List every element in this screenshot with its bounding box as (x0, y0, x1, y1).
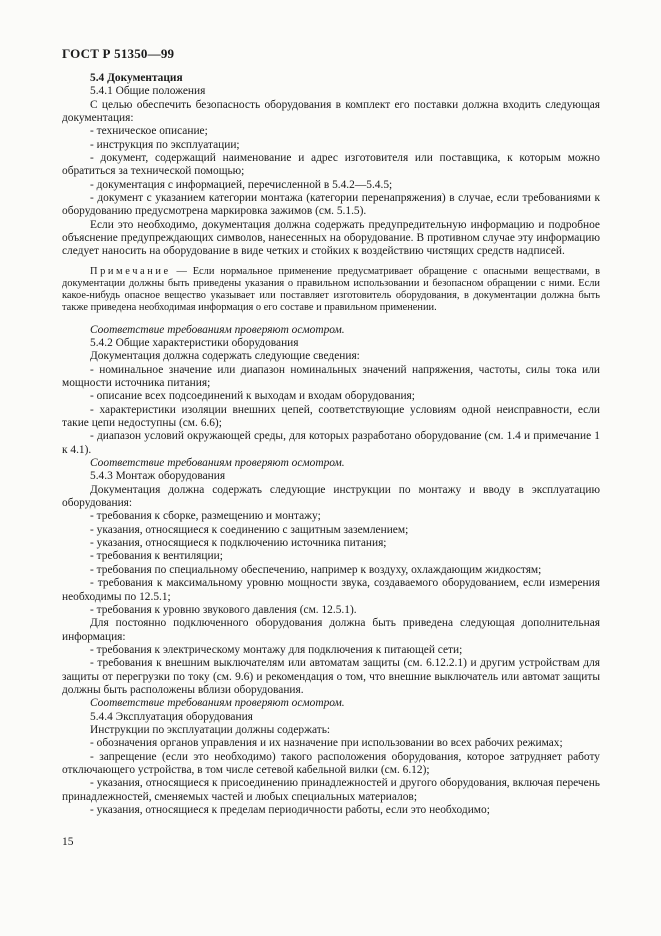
subsection-title: 5.4.1 Общие положения (90, 85, 206, 98)
list-item: - документ, содержащий наименование и адрес изготовителя или поставщика, к которым можно обратиться за технической помощью; (62, 152, 600, 178)
subsection-title: 5.4.2 Общие характеристики оборудования (90, 336, 299, 349)
list-item: - диапазон условий окружающей среды, для которых разработано оборудование (см. 1.4 и примечание 1 к 4.1). (62, 430, 600, 456)
list-item: - номинальное значение или диапазон номинальных значений напряжения, частоты, силы тока или мощности источника питания; (62, 363, 600, 389)
compliance-check: Соответствие требованиям проверяют осмотром. (90, 323, 345, 336)
list-item: - запрещение (если это необходимо) такого расположения оборудования, которое затрудняет работу отключающего устройства, в том числе сетевой кабельной вилки (см. 6.12); (62, 750, 600, 776)
list-item: - инструкция по эксплуатации; (90, 138, 240, 151)
list-item: - описание всех подсоединений к выходам и входам оборудования; (90, 390, 415, 403)
list-item: - характеристики изоляции внешних цепей, соответствующие условиям одной неисправности, если такие цепи недоступны (см. 6.6); (62, 403, 600, 430)
note-text: — Если нормальное применение предусматривает обращение с опасными веществами, в документации должны быть приведены указания о правильном использовании и безопасном обращении с ними. Если какое-нибудь опасное вещество указывает или поставляет изготовитель оборудования, в документации должна быть также приведена необходимая информация о его составе и правильном применении. (62, 265, 600, 314)
document-id-header: ГОСТ Р 51350—99 (62, 46, 175, 61)
list-item: - указания, относящиеся к подключению источника питания; (90, 537, 387, 550)
list-item: - требования к электрическому монтажу для подключения к питающей сети; (90, 643, 463, 656)
paragraph: Документация должна содержать следующие сведения: (90, 350, 360, 363)
list-item: - требования к максимальному уровню мощности звука, создаваемого оборудованием, если измерения необходимы по 12.5.1; (62, 577, 600, 603)
compliance-check: Соответствие требованиям проверяют осмотром. (90, 457, 345, 470)
section-title: 5.4 Документация (90, 72, 183, 84)
paragraph: С целью обеспечить безопасность оборудования в комплект его поставки должна входить следующая документация: (62, 98, 600, 125)
list-item: - обозначения органов управления и их назначение при использовании во всех рабочих режимах; (90, 737, 563, 750)
list-item: - требования к сборке, размещению и монтажу; (90, 510, 321, 523)
list-item: - указания, относящиеся к пределам периодичности работы, если это необходимо; (90, 804, 490, 816)
list-item: - указания, относящиеся к присоединению принадлежностей и другого оборудования, включая перечень принадлежностей, сменяемых частей и любых специальных материалов; (62, 777, 600, 803)
paragraph: Документация должна содержать следующие инструкции по монтажу и вводу в эксплуатацию оборудования: (62, 483, 600, 510)
list-item: - документ с указанием категории монтажа (категории перенапряжения) в случае, если требованиями к оборудованию предусмотрена маркировка зажимов (см. 5.1.5). (62, 192, 600, 218)
list-item: - требования к вентиляции; (90, 550, 223, 563)
list-item: - требования к внешним выключателям или автоматам защиты (см. 6.12.2.1) и другим устройствам для защиты от перегрузки по току (см. 9.6) и рекомендация о том, что внешние выключатель или автомат защиты должны быть расположены вблизи оборудования. (62, 657, 600, 696)
paragraph: Если это необходимо, документация должна содержать предупредительную информацию и подробное объяснение предупреждающих символов, нанесенных на оборудование. В противном случае эту информацию следует наносить на оборудование в виде четких и стойких к воздействию чистящих средств надписей. (62, 218, 600, 258)
subsection-title: 5.4.4 Эксплуатация оборудования (90, 710, 253, 723)
list-item: - документация с информацией, перечисленной в 5.4.2—5.4.5; (90, 178, 393, 191)
list-item: - указания, относящиеся к соединению с защитным заземлением; (90, 523, 409, 536)
subsection-title: 5.4.3 Монтаж оборудования (90, 470, 226, 483)
note-label: Примечание (90, 265, 171, 277)
document-body (62, 72, 600, 817)
paragraph: Для постоянно подключенного оборудования должна быть приведена следующая дополнительная информация: (62, 617, 600, 643)
list-item: - требования по специальному обеспечению, например к воздуху, охлаждающим жидкостям; (90, 563, 542, 576)
paragraph: Инструкции по эксплуатации должны содержать: (90, 723, 331, 736)
page-number: 15 (62, 836, 74, 848)
note (62, 266, 600, 315)
compliance-check: Соответствие требованиям проверяют осмотром. (90, 697, 345, 710)
list-item: - требования к уровню звукового давления (см. 12.5.1). (90, 603, 357, 616)
list-item: - техническое описание; (90, 125, 208, 138)
